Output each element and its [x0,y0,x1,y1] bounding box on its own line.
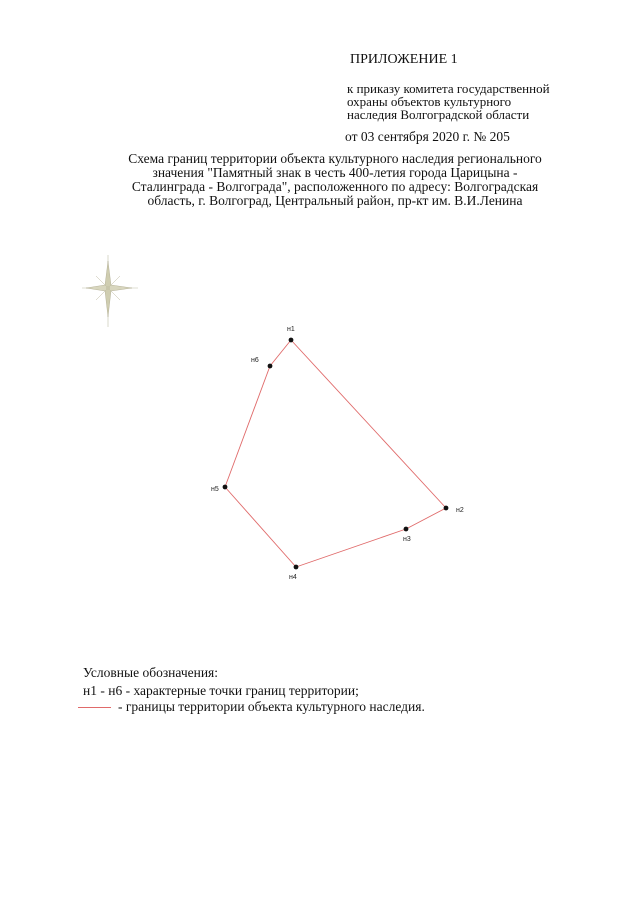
boundary-segment [406,508,446,529]
point-label: н3 [403,536,411,543]
boundary-segment [225,366,270,487]
boundary-segment [296,529,406,567]
title-line: Сталинграда - Волгограда", расположенного по адресу: Волгоградская [131,179,539,194]
boundary-segment [270,340,291,366]
legend-boundary: - границы территории объекта культурного наследия. [118,699,425,714]
legend-boundary-line [78,707,111,708]
title-line: область, г. Волгоград, Центральный район, пр-кт им. В.И.Ленина [147,193,523,208]
title-line: Схема границ территории объекта культурного наследия регионального [128,151,542,166]
point-label: н6 [251,357,259,364]
point-label: н5 [211,486,219,493]
legend-title: Условные обозначения: [83,665,219,680]
boundary-segment [225,487,296,567]
point-label: н1 [287,326,295,333]
boundary-point [289,338,294,343]
legend-points: н1 - н6 - характерные точки границ территории; [83,683,359,698]
order-line: к приказу комитета государственной [347,81,550,96]
boundary-point [404,527,409,532]
appendix-heading: ПРИЛОЖЕНИЕ 1 [350,52,458,67]
boundary-point [444,506,449,511]
boundary-point [223,485,228,490]
order-date: от 03 сентября 2020 г. № 205 [345,129,510,144]
order-line: охраны объектов культурного [347,94,512,109]
boundary-segment [291,340,446,508]
boundary-point [268,364,273,369]
title-line: значения "Памятный знак в честь 400-летия города Царицына - [152,165,518,180]
boundary-point [294,565,299,570]
order-line: наследия Волгоградской области [347,107,530,122]
point-label: н4 [289,574,297,581]
point-label: н2 [456,507,464,514]
